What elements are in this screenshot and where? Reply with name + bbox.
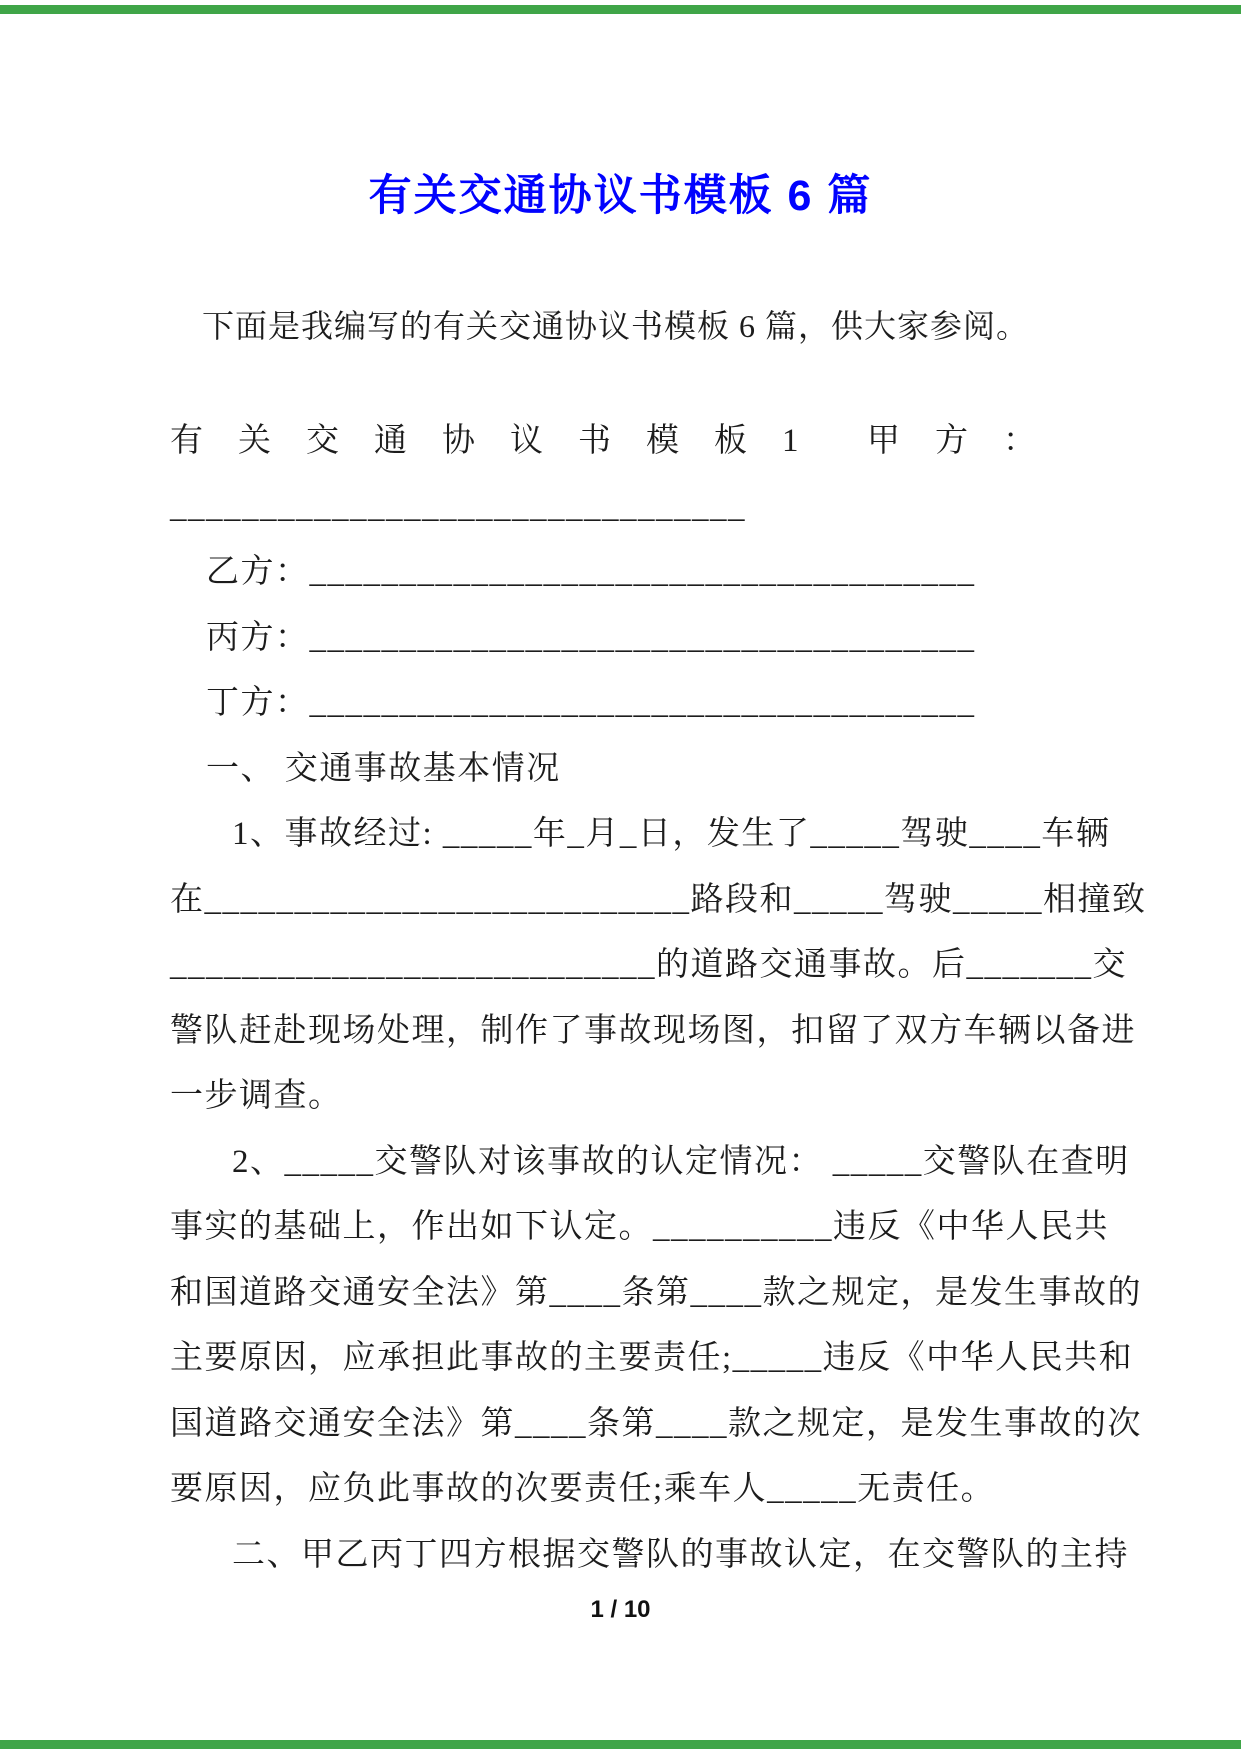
- bottom-accent-bar: [0, 1740, 1241, 1749]
- clause-1-line-3: ___________________________的道路交通事故。后_______交: [170, 947, 1127, 983]
- clause-2-line-2: 事实的基础上，作出如下认定。__________违反《中华人民共: [170, 1209, 1109, 1245]
- document-title: 有关交通协议书模板 6 篇: [368, 171, 873, 220]
- party-d-line: 丁方：_____________________________________: [206, 685, 976, 721]
- party-a-blank-line: ________________________________: [170, 488, 746, 525]
- clause-2-line-3: 和国道路交通安全法》第____条第____款之规定，是发生事故的: [170, 1274, 1142, 1311]
- section-heading-row: [170, 409, 1071, 475]
- clause-2-line-5: 国道路交通安全法》第____条第____款之规定，是发生事故的次: [170, 1405, 1142, 1442]
- clause-2-line-6: 要原因，应负此事故的次要责任;乘车人_____无责任。: [170, 1471, 996, 1507]
- top-accent-bar: [0, 5, 1241, 14]
- intro-paragraph: 下面是我编写的有关交通协议书模板 6 篇，供大家参阅。: [202, 308, 1030, 344]
- clause-1-line-5: 一步调查。: [170, 1078, 343, 1114]
- section-two-line-1: 二、甲乙丙丁四方根据交警队的事故认定，在交警队的主持: [232, 1536, 1129, 1573]
- document-body: [170, 409, 1147, 1588]
- party-c-line: 丙方：_____________________________________: [206, 619, 976, 656]
- clause-2-line-4: 主要原因，应承担此事故的主要责任;_____违反《中华人民共和: [170, 1340, 1134, 1376]
- clause-2-line-1: 2、_____交警队对该事故的认定情况： _____交警队在查明: [232, 1143, 1130, 1180]
- page-number-indicator: 1 / 10: [590, 1596, 651, 1623]
- clause-1-line-1: 1、事故经过: _____年_月_日，发生了_____驾驶____车辆: [232, 816, 1111, 852]
- clause-1-line-4: 警队赶赴现场处理，制作了事故现场图，扣留了双方车辆以备进: [170, 1012, 1136, 1049]
- clause-1-line-2: 在___________________________路段和_____驾驶_____相撞致: [170, 881, 1147, 918]
- party-b-line: 乙方：_____________________________________: [206, 554, 976, 590]
- section-one-heading: 一、 交通事故基本情况: [206, 750, 561, 787]
- section-heading-template-1: 有关交通协议书模板1: [170, 423, 834, 459]
- party-a-label: 甲方：: [867, 423, 1071, 459]
